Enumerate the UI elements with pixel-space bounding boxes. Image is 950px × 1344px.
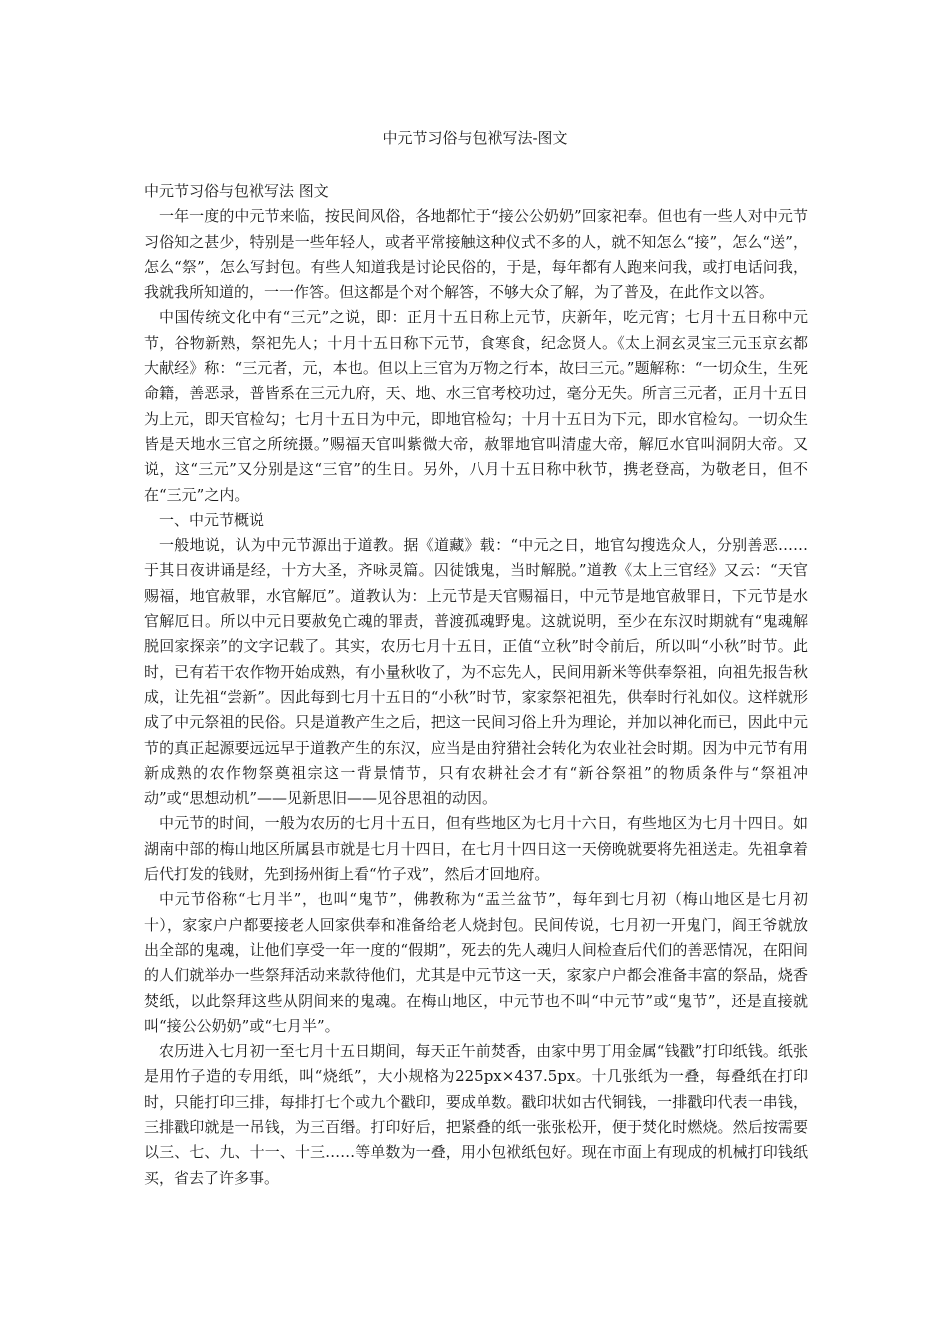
paragraph-customs: 中元节俗称“七月半”，也叫“鬼节”，佛教称为“盂兰盆节”，每年到七月初（梅山地区是七月初十），家家户户都要接老人回家供奉和准备给老人烧封包。民间传说，七月初一开鬼门，阎王爷就放出全部的鬼魂，让他们享受一年一度的“假期”，死去的先人魂归人间检查后代们的善恶情况，在阳间的人们就举办一些祭拜活动来款待他们，尤其是中元节这一天，家家户户都会准备丰富的祭品，烧香焚纸，以此祭拜这些从阴间来的鬼魂。在梅山地区，中元节也不叫“中元节”或“鬼节”，还是直接就叫“接公公奶奶”或“七月半”。 xyxy=(144,890,808,1035)
paragraph-intro: 一年一度的中元节来临，按民间风俗，各地都忙于“接公公奶奶”回家祀奉。但也有一些人对中元节习俗知之甚少，特别是一些年轻人，或者平常接触这种仪式不多的人，就不知怎么“接”，怎么“送”，怎么“祭”，怎么写封包。有些人知道我是讨论民俗的，于是，每年都有人跑来问我，或打电话问我，我就我所知道的，一一作答。但这都是个对个解答，不够大众了解，为了普及，在此作文以答。 xyxy=(144,207,808,302)
paragraph-origin: 一般地说，认为中元节源出于道教。据《道藏》载：“中元之日，地官勾搜选众人，分别善恶……于其日夜讲诵是经，十方大圣，齐咏灵篇。囚徒饿鬼，当时解脱。”道教《太上三官经》又云：“天官赐福，地官赦罪，水官解厄”。道教认为：上元节是天官赐福日，中元节是地官赦罪日，下元节是水官解厄日。所以中元日要赦免亡魂的罪责，普渡孤魂野鬼。这就说明，至少在东汉时期就有“鬼魂解脱回家探亲”的文字记载了。其实，农历七月十五日，正值“立秋”时令前后，所以叫“小秋”时节。此时，已有若干农作物开始成熟，有小量秋收了，为不忘先人，民间用新米等供奉祭祖，向祖先报告秋成，让先祖“尝新”。因此每到七月十五日的“小秋”时节，家家祭祀祖先，供奉时行礼如仪。这样就形成了中元祭祖的民俗。只是道教产生之后，把这一民间习俗上升为理论，并加以神化而已，因此中元节的真正起源要远远早于道教产生的东汉，应当是由狩猎社会转化为农业社会时期。因为中元节有用新成熟的农作物祭奠祖宗这一背景情节，只有农耕社会才有“新谷祭祖”的物质条件与“祭祖冲动”或“思想动机”——见新思旧——见谷思祖的动因。 xyxy=(144,536,808,808)
paragraph-three-yuan: 中国传统文化中有“三元”之说，即：正月十五日称上元节，庆新年，吃元宵；七月十五日称中元节，谷物新熟，祭祀先人；十月十五日称下元节，食寒食，纪念贤人。《太上洞玄灵宝三元玉京玄都大献经》称：“三元者，元，本也。但以上三官为万物之行本，故曰三元。”题解称：“一切众生，生死命籍，善恶录，普皆系在三元九府，天、地、水三官考校功过，毫分无失。所言三元者，正月十五日为上元，即天官检勾；七月十五日为中元，即地官检勾；十月十五日为下元，即水官检勾。一切众生皆是天地水三官之所统摄。”赐福天官叫紫微大帝，赦罪地官叫清虚大帝，解厄水官叫洞阴大帝。又说，这“三元”又分别是这“三官”的生日。另外，八月十五日称中秋节，携老登高，为敬老日，但不在“三元”之内。 xyxy=(144,308,808,504)
document-body xyxy=(144,179,808,1191)
section-heading-overview: 一、中元节概说 xyxy=(159,510,265,529)
paragraph-date: 中元节的时间，一般为农历的七月十五日，但有些地区为七月十六日，有些地区为七月十四日。如湖南中部的梅山地区所属县市就是七月十四日，在七月十四日这一天傍晚就要将先祖送走。先祖拿着后代打发的钱财，先到扬州街上看“竹子戏”，然后才回地府。 xyxy=(144,814,808,884)
document-subtitle: 中元节习俗与包袱写法 图文 xyxy=(144,182,329,200)
paragraph-paper-money: 农历进入七月初一至七月十五日期间，每天正午前焚香，由家中男丁用金属“钱戳”打印纸钱。纸张是用竹子造的专用纸，叫“烧纸”，大小规格为225px×437.5px。十几张纸为一叠，每叠纸在打印时，只能打印三排，每排打七个或九个戳印，要成单数。戳印状如古代铜钱，一排戳印代表一串钱，三排戳印就是一吊钱，为三百缗。打印好后，把紧叠的纸一张张松开，便于焚化时燃烧。然后按需要以三、七、九、十一、十三……等单数为一叠，用小包袱纸包好。现在市面上有现成的机械打印钱纸买，省去了许多事。 xyxy=(144,1042,808,1187)
document-title: 中元节习俗与包袱写法-图文 xyxy=(382,129,568,147)
